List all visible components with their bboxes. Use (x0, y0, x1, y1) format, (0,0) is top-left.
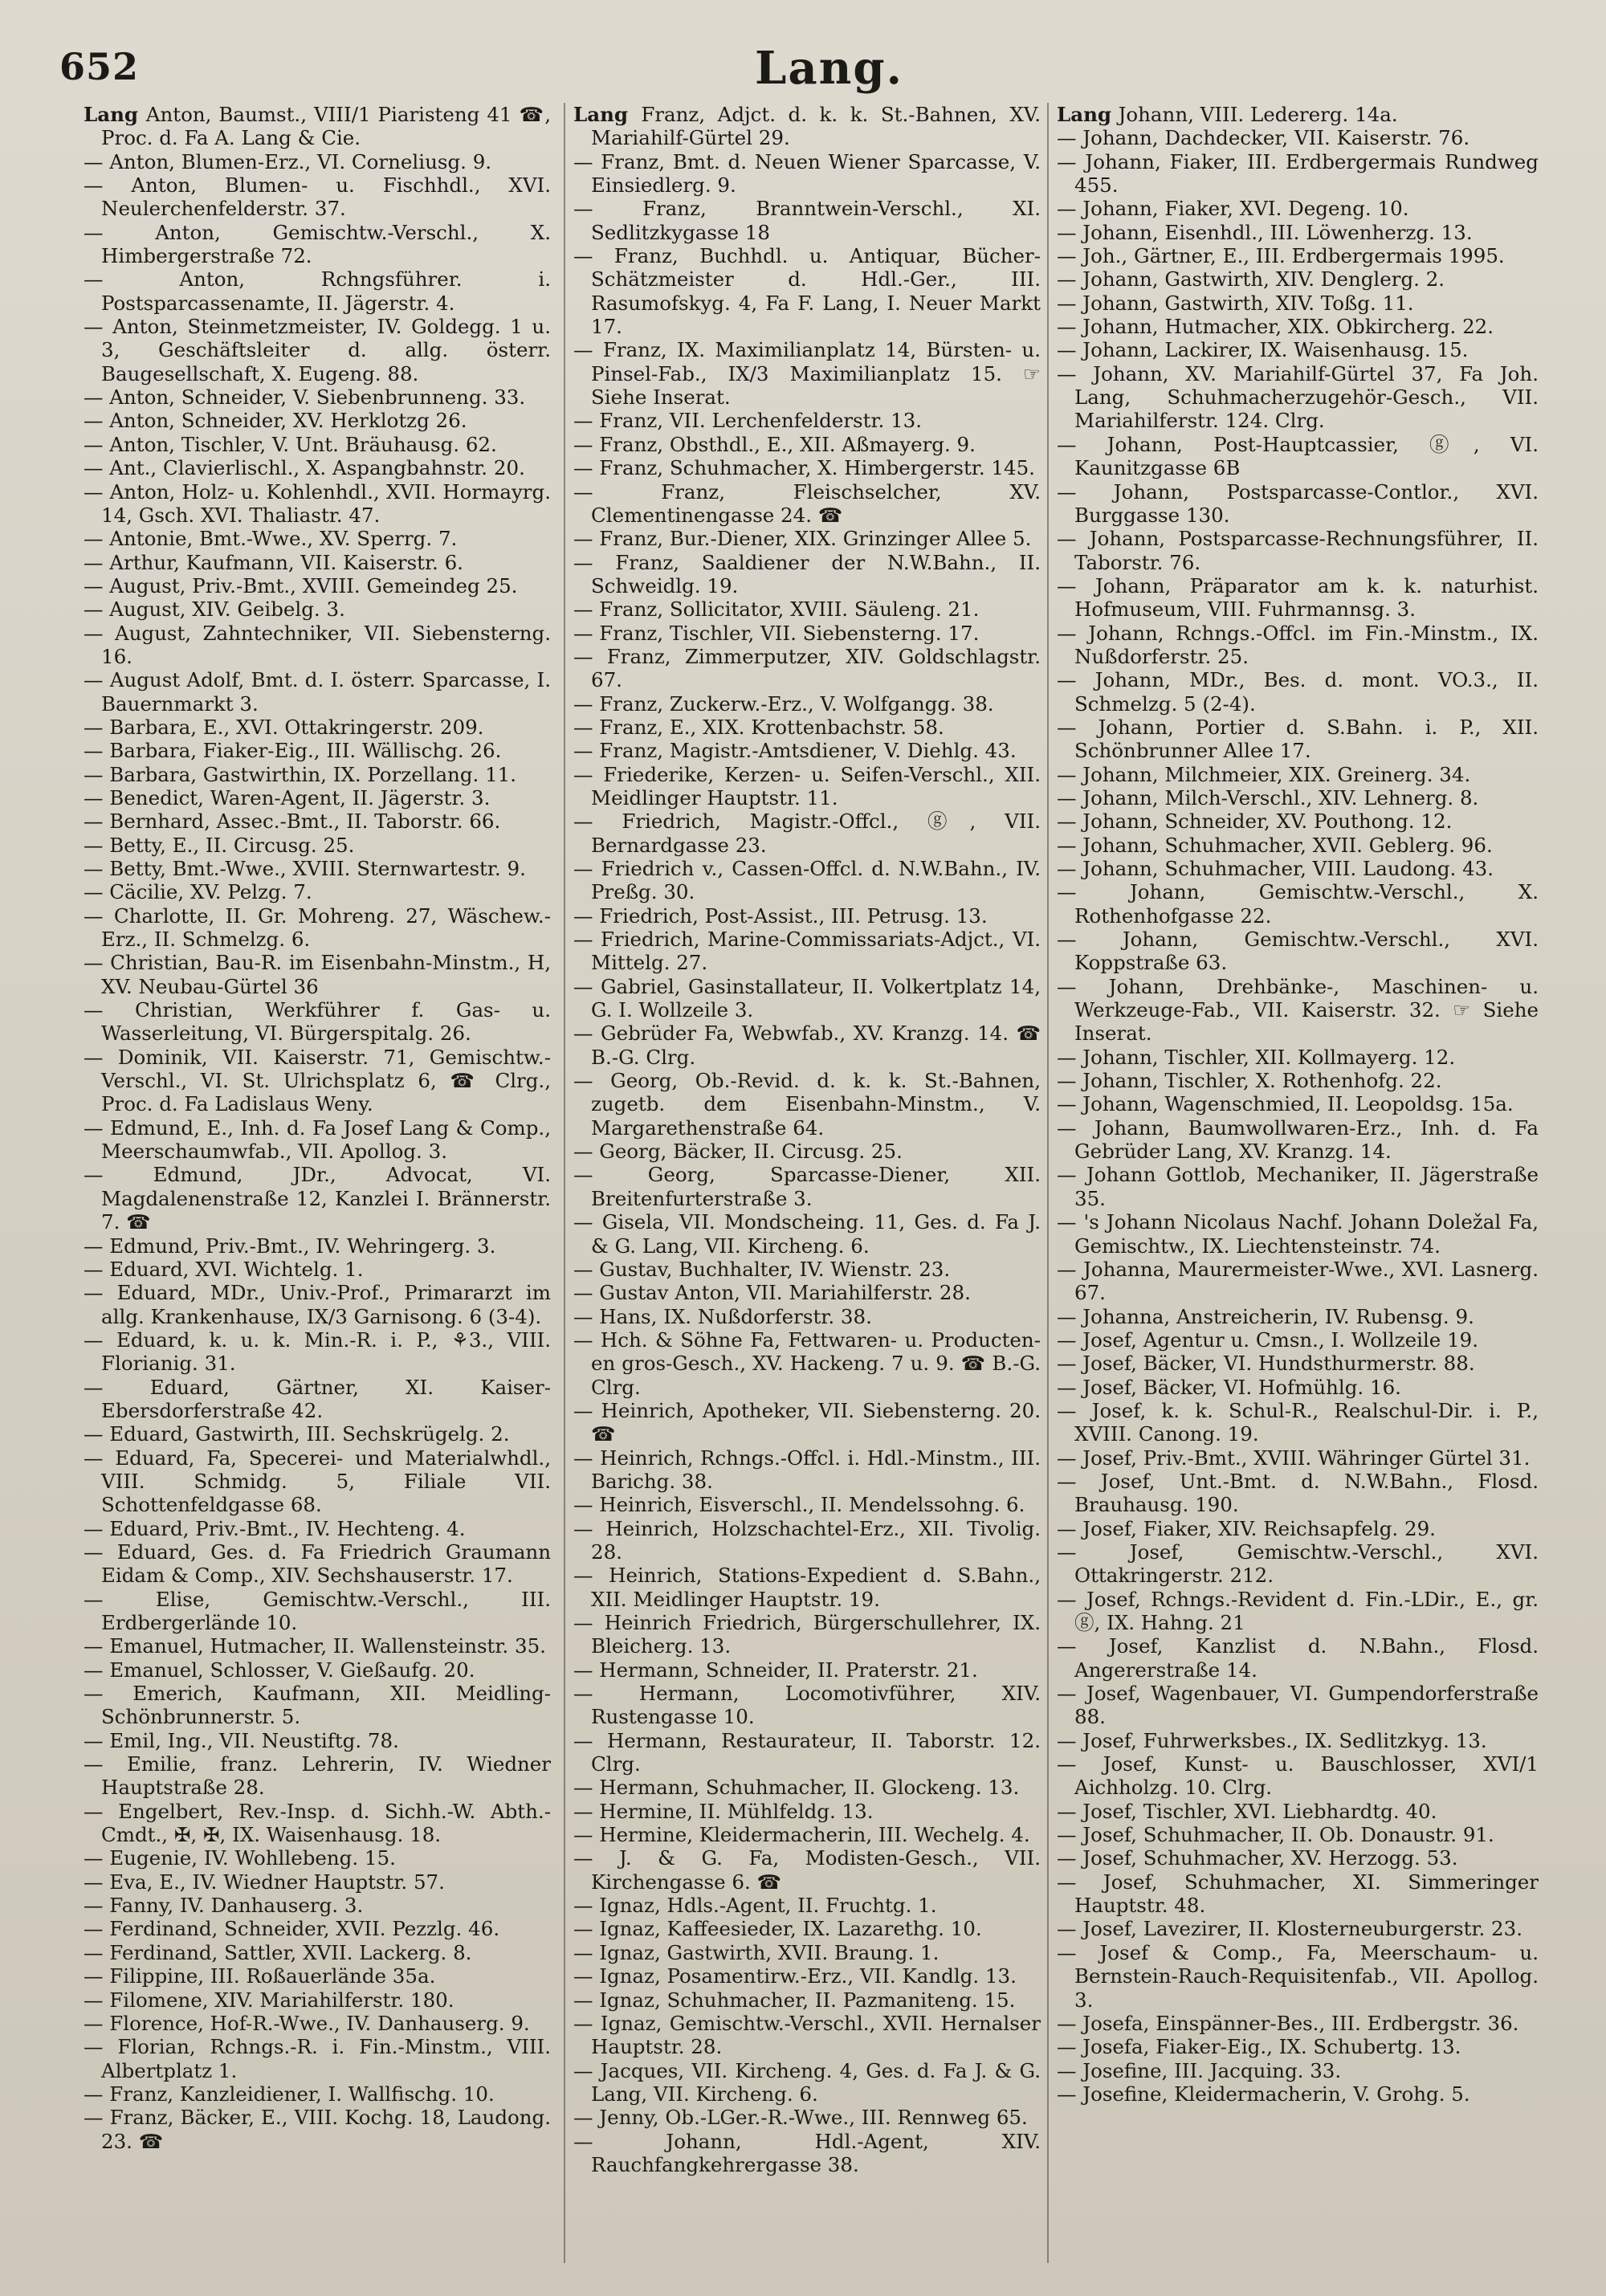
directory-entry: — Franz, Obsthdl., E., XII. Aßmayerg. 9. (573, 432, 976, 456)
directory-entry: — J. & G. Fa, Modisten-Gesch., VII. Kirchengasse 6. ☎ (573, 1846, 1041, 1894)
directory-entry: — Josef, Wagenbauer, VI. Gumpendorferstraße 88. (1057, 1682, 1539, 1729)
directory-entry: — Josef, Bäcker, VI. Hofmühlg. 16. (1057, 1375, 1401, 1399)
column-left (84, 103, 551, 2263)
directory-entry: — Johann, Präparator am k. k. naturhist. Hofmuseum, VIII. Fuhrmannsg. 3. (1057, 573, 1539, 622)
directory-entry: — Josef, Kanzlist d. N.Bahn., Flosd. Angererstraße 14. (1057, 1634, 1539, 1682)
directory-entry: — Johann, Drehbänke-, Maschinen- u. Werkzeuge-Fab., VII. Kaiserstr. 32. ☞ Siehe Inserat. (1057, 974, 1539, 1046)
directory-entry: — Eduard, Ges. d. Fa Friedrich Graumann Eidam & Comp., XIV. Sechshauserstr. 17. (84, 1540, 551, 1588)
directory-entry: — Johann, Dachdecker, VII. Kaiserstr. 76. (1057, 126, 1470, 150)
directory-entry: — Johann, Fiaker, III. Erdbergermais Rundweg 455. (1057, 149, 1539, 198)
directory-entry: — Hermine, II. Mühlfeldg. 13. (573, 1799, 874, 1823)
directory-entry: — Ignaz, Hdls.-Agent, II. Fruchtg. 1. (573, 1894, 937, 1918)
directory-entry: — Hermann, Schuhmacher, II. Glockeng. 13. (573, 1776, 1020, 1800)
directory-entry: — Johann, Milchmeier, XIX. Greinerg. 34. (1057, 762, 1471, 786)
directory-entry: — Franz, Bur.-Diener, XIX. Grinzinger Allee 5. (573, 527, 1032, 551)
directory-entry: — Franz, Kanzleidiener, I. Wallfischg. 10. (84, 2082, 495, 2106)
directory-entry: — Hans, IX. Nußdorferstr. 38. (573, 1304, 872, 1328)
directory-entry: — August, XIV. Geibelg. 3. (84, 597, 345, 622)
directory-entry: — Heinrich Friedrich, Bürgerschullehrer, IX. Bleicherg. 13. (573, 1611, 1041, 1658)
directory-entry: — Gebrüder Fa, Webwfab., XV. Kranzg. 14. ☎ B.-G. Clrg. (573, 1022, 1041, 1069)
directory-entry: — Anton, Schneider, XV. Herklotzg 26. (84, 409, 467, 433)
directory-entry: — Josef, Fiaker, XIV. Reichsapfelg. 29. (1057, 1516, 1436, 1540)
directory-entry: — Johann, Schneider, XV. Pouthong. 12. (1057, 810, 1453, 834)
directory-entry: — Jenny, Ob.-LGer.-R.-Wwe., III. Rennweg 65. (573, 2106, 1028, 2130)
directory-entry: — Franz, Fleischselcher, XV. Clementinengasse 24. ☎ (573, 479, 1041, 527)
directory-entry: — Dominik, VII. Kaiserstr. 71, Gemischtw.-Verschl., VI. St. Ulrichsplatz 6, ☎ Clrg., Proc. d. Fa Ladislaus Weny. (84, 1045, 551, 1116)
directory-entry: — Fanny, IV. Danhauserg. 3. (84, 1894, 364, 1918)
directory-entry: — Josef, Fuhrwerksbes., IX. Sedlitzkyg. 13. (1057, 1728, 1487, 1752)
column-divider (1047, 103, 1049, 2263)
column-right (1057, 103, 1539, 2263)
directory-entry: — Johann, Post-Hauptcassier, ⓖ, VI. Kaunitzgasse 6B (1057, 432, 1539, 480)
directory-entry: — Franz, Schuhmacher, X. Himbergerstr. 145. (573, 456, 1035, 480)
directory-entry: — August Adolf, Bmt. d. I. österr. Sparcasse, I. Bauernmarkt 3. (84, 668, 551, 716)
directory-entry: — Franz, Buchhdl. u. Antiquar, Bücher-Schätzmeister d. Hdl.-Ger., III. Rasumofskyg. 4, Fa F. Lang, I. Neuer Markt 17. (573, 244, 1041, 339)
directory-entry: — Josef, Tischler, XVI. Liebhardtg. 40. (1057, 1799, 1437, 1823)
directory-entry: — Josefa, Fiaker-Eig., IX. Schubertg. 13. (1057, 2035, 1461, 2059)
directory-entry: — Josef, Schuhmacher, XI. Simmeringer Hauptstr. 48. (1057, 1870, 1539, 1918)
directory-entry: — Gisela, VII. Mondscheing. 11, Ges. d. Fa J. & G. Lang, VII. Kircheng. 6. (573, 1210, 1041, 1258)
directory-entry: — Johann, Schuhmacher, XVII. Geblerg. 96. (1057, 833, 1493, 857)
directory-entry: — Gustav, Buchhalter, IV. Wienstr. 23. (573, 1257, 951, 1281)
directory-entry: — Anton, Schneider, V. Siebenbrunneng. 33. (84, 385, 526, 410)
surname-heading: Lang (1057, 103, 1119, 126)
directory-entry: — Edmund, E., Inh. d. Fa Josef Lang & Comp., Meerschaumwfab., VII. Apollog. 3. (84, 1115, 551, 1164)
directory-entry: — Johann, Fiaker, XVI. Degeng. 10. (1057, 197, 1409, 221)
directory-entry: — Friedrich v., Cassen-Offcl. d. N.W.Bahn., IV. Preßg. 30. (573, 857, 1041, 904)
directory-entry: — Eduard, Gastwirth, III. Sechskrügelg. 2. (84, 1422, 510, 1446)
directory-entry: — Josef, Agentur u. Cmsn., I. Wollzeile 19. (1057, 1327, 1479, 1352)
directory-entry: — Charlotte, II. Gr. Mohreng. 27, Wäschew.-Erz., II. Schmelzg. 6. (84, 903, 551, 952)
directory-entry: — Anton, Holz- u. Kohlenhdl., XVII. Hormayrg. 14, Gsch. XVI. Thaliastr. 47. (84, 479, 551, 527)
directory-entry: — Cäcilie, XV. Pelzg. 7. (84, 880, 312, 904)
directory-entry: — Eugenie, IV. Wohllebeng. 15. (84, 1846, 396, 1870)
directory-entry: — Anton, Steinmetzmeister, IV. Goldegg. 1 u. 3, Geschäftsleiter d. allg. österr. Baugesellschaft, X. Eugeng. 88. (84, 315, 551, 385)
directory-entry: — Franz, VII. Lerchenfelderstr. 13. (573, 409, 923, 433)
directory-entry: — Edmund, JDr., Advocat, VI. Magdalenenstraße 12, Kanzlei I. Brännerstr. 7. ☎ (84, 1163, 551, 1234)
directory-entry: — Friedrich, Post-Assist., III. Petrusg. 13. (573, 903, 988, 928)
directory-entry: — Johann, Hutmacher, XIX. Obkircherg. 22. (1057, 315, 1494, 339)
directory-entry: — Johann, Eisenhdl., III. Löwenherzg. 13. (1057, 220, 1473, 244)
directory-entry: — Franz, E., XIX. Krottenbachstr. 58. (573, 715, 944, 739)
surname-heading: Lang (573, 103, 642, 126)
column-middle (573, 103, 1041, 2263)
directory-entry: — Georg, Sparcasse-Diener, XII. Breitenfurterstraße 3. (573, 1163, 1041, 1210)
directory-entry: — Edmund, Priv.-Bmt., IV. Wehringerg. 3. (84, 1234, 496, 1258)
directory-entry: — Eduard, Fa, Specerei- und Materialwhdl., VIII. Schmidg. 5, Filiale VII. Schottenfeldgasse 68. (84, 1446, 551, 1517)
directory-entry: — Franz, Sollicitator, XVIII. Säuleng. 21. (573, 597, 980, 622)
directory-entry: — Georg, Ob.-Revid. d. k. k. St.-Bahnen, zugetb. dem Eisenbahn-Minstm., V. Margarethenstraße 64. (573, 1069, 1041, 1140)
directory-entry: — Heinrich, Stations-Expedient d. S.Bahn., XII. Meidlinger Hauptstr. 19. (573, 1564, 1041, 1611)
directory-entry: — Bernhard, Assec.-Bmt., II. Taborstr. 66. (84, 810, 501, 834)
directory-entry: — Josef, Bäcker, VI. Hundsthurmerstr. 88. (1057, 1352, 1475, 1376)
directory-entry: — Johann, Rchngs.-Offcl. im Fin.-Minstm., IX. Nußdorferstr. 25. (1057, 621, 1539, 668)
directory-entry: — Ant., Clavierlischl., X. Aspangbahnstr. 20. (84, 456, 525, 480)
directory-entry: — Johann, Schuhmacher, VIII. Laudong. 43. (1057, 857, 1494, 880)
directory-entry: — Barbara, E., XVI. Ottakringerstr. 209. (84, 715, 484, 739)
directory-entry: — Johann, Gemischtw.-Verschl., X. Rothenhofgasse 22. (1057, 880, 1539, 928)
running-head: Lang. (755, 42, 904, 95)
directory-entry: — August, Priv.-Bmt., XVIII. Gemeindeg 25. (84, 573, 518, 597)
directory-entry: — Benedict, Waren-Agent, II. Jägerstr. 3. (84, 785, 491, 810)
directory-entry: — Josef, Gemischtw.-Verschl., XVI. Ottakringerstr. 212. (1057, 1540, 1539, 1588)
directory-entry: — Betty, E., II. Circusg. 25. (84, 833, 355, 857)
directory-entry: — Johann, Hdl.-Agent, XIV. Rauchfangkehrergasse 38. (573, 2129, 1041, 2176)
column-divider (564, 103, 565, 2263)
directory-entry: — Franz, IX. Maximilianplatz 14, Bürsten- u. Pinsel-Fab., IX/3 Maximilianplatz 15. ☞ Siehe Inserat. (573, 338, 1041, 410)
directory-entry: — Emil, Ing., VII. Neustiftg. 78. (84, 1728, 399, 1752)
directory-entry: — Heinrich, Rchngs.-Offcl. i. Hdl.-Minstm., III. Barichg. 38. (573, 1446, 1041, 1493)
directory-entry: — Johanna, Anstreicherin, IV. Rubensg. 9. (1057, 1304, 1474, 1328)
directory-entry: Lang Johann, VIII. Ledererg. 14a. (1057, 103, 1398, 126)
directory-entry: — Barbara, Gastwirthin, IX. Porzellang. 11. (84, 762, 517, 786)
directory-entry: — Georg, Bäcker, II. Circusg. 25. (573, 1140, 903, 1164)
directory-entry: — Emerich, Kaufmann, XII. Meidling-Schönbrunnerstr. 5. (84, 1682, 551, 1729)
directory-entry: Lang Franz, Adjct. d. k. k. St.-Bahnen, XV. Mariahilf-Gürtel 29. (573, 103, 1041, 150)
directory-entry: — Franz, Bäcker, E., VIII. Kochg. 18, Laudong. 23. ☎ (84, 2106, 551, 2153)
directory-entry: — Emilie, franz. Lehrerin, IV. Wiedner Hauptstraße 28. (84, 1752, 551, 1800)
directory-entry: — Johann, XV. Mariahilf-Gürtel 37, Fa Joh. Lang, Schuhmacherzugehör-Gesch., VII. Mariahilferstr. 124. Clrg. (1057, 361, 1539, 433)
directory-entry: — Barbara, Fiaker-Eig., III. Wällischg. 26. (84, 739, 502, 763)
directory-entry: — Johann, Milch-Verschl., XIV. Lehnerg. 8. (1057, 785, 1479, 810)
directory-entry: — Filomene, XIV. Mariahilferstr. 180. (84, 1988, 454, 2012)
directory-entry: — Elise, Gemischtw.-Verschl., III. Erdbergerlände 10. (84, 1587, 551, 1634)
directory-entry: Lang Anton, Baumst., VIII/1 Piaristeng 41 ☎, Proc. d. Fa A. Lang & Cie. (84, 103, 551, 150)
directory-entry: — Florian, Rchngs.-R. i. Fin.-Minstm., VIII. Albertplatz 1. (84, 2035, 551, 2082)
directory-entry: — Johann, Postsparcasse-Rechnungsführer, II. Taborstr. 76. (1057, 527, 1539, 574)
directory-entry: — Josef, Priv.-Bmt., XVIII. Währinger Gürtel 31. (1057, 1446, 1531, 1470)
directory-entry: — Josef, Schuhmacher, XV. Herzogg. 53. (1057, 1846, 1458, 1870)
directory-entry: — Filippine, III. Roßauerlände 35a. (84, 1964, 436, 1988)
directory-entry: — Anton, Blumen- u. Fischhdl., XVI. Neulerchenfelderstr. 37. (84, 173, 551, 221)
directory-entry: — Josef, k. k. Schul-R., Realschul-Dir. i. P., XVIII. Canong. 19. (1057, 1398, 1539, 1446)
directory-entry: — Friedrich, Magistr.-Offcl., ⓖ, VII. Bernardgasse 23. (573, 810, 1041, 857)
directory-entry: — Johann, Portier d. S.Bahn. i. P., XII. Schönbrunner Allee 17. (1057, 715, 1539, 763)
directory-entry: — Anton, Tischler, V. Unt. Bräuhausg. 62. (84, 432, 497, 456)
directory-entry: — Heinrich, Eisverschl., II. Mendelssohng. 6. (573, 1493, 1025, 1517)
directory-entry: — Josef, Lavezirer, II. Klosterneuburgerstr. 23. (1057, 1917, 1523, 1941)
directory-entry: — Eduard, Priv.-Bmt., IV. Hechteng. 4. (84, 1516, 466, 1540)
directory-entry: — Florence, Hof-R.-Wwe., IV. Danhauserg. 9. (84, 2011, 530, 2035)
directory-entry: — Heinrich, Holzschachtel-Erz., XII. Tivolig. 28. (573, 1516, 1041, 1564)
directory-entry: — Johann, Baumwollwaren-Erz., Inh. d. Fa Gebrüder Lang, XV. Kranzg. 14. (1057, 1115, 1539, 1164)
directory-entry: — Franz, Tischler, VII. Siebensterng. 17. (573, 621, 980, 645)
directory-entry: — Anton, Blumen-Erz., VI. Corneliusg. 9. (84, 149, 492, 173)
directory-entry: — Christian, Bau-R. im Eisenbahn-Minstm., H, XV. Neubau-Gürtel 36 (84, 951, 551, 998)
directory-entry: — Johann, Gemischtw.-Verschl., XVI. Koppstraße 63. (1057, 928, 1539, 975)
directory-entry: — Josefa, Einspänner-Bes., III. Erdbergstr. 36. (1057, 2011, 1519, 2035)
directory-entry: — Johann, Gastwirth, XIV. Denglerg. 2. (1057, 267, 1445, 292)
directory-entry: — Josefine, III. Jacquing. 33. (1057, 2058, 1342, 2082)
directory-entry: — Hermann, Restaurateur, II. Taborstr. 12. Clrg. (573, 1728, 1041, 1776)
directory-entry: — Gabriel, Gasinstallateur, II. Volkertplatz 14, G. I. Wollzeile 3. (573, 974, 1041, 1022)
directory-entry: — Johann, Lackirer, IX. Waisenhausg. 15. (1057, 338, 1469, 362)
directory-entry: — Anton, Gemischtw.-Verschl., X. Himbergerstraße 72. (84, 220, 551, 268)
directory-entry: — Johann, Tischler, X. Rothenhofg. 22. (1057, 1069, 1442, 1093)
directory-entry: — Friedrich, Marine-Commissariats-Adjct., VI. Mittelg. 27. (573, 928, 1041, 975)
directory-entry: — Johann Gottlob, Mechaniker, II. Jägerstraße 35. (1057, 1163, 1539, 1210)
surname-heading: Lang (84, 103, 146, 126)
directory-entry: — Franz, Magistr.-Amtsdiener, V. Diehlg. 43. (573, 739, 1017, 763)
directory-entry: — Friederike, Kerzen- u. Seifen-Verschl., XII. Meidlinger Hauptstr. 11. (573, 762, 1041, 810)
directory-entry: — Johann, Gastwirth, XIV. Toßg. 11. (1057, 291, 1414, 315)
directory-entry: — Josefine, Kleidermacherin, V. Grohg. 5. (1057, 2082, 1470, 2106)
directory-entry: — Heinrich, Apotheker, VII. Siebensterng. 20. ☎ (573, 1398, 1041, 1446)
directory-entry: — Ferdinand, Sattler, XVII. Lackerg. 8. (84, 1940, 472, 1964)
directory-entry: — Eduard, MDr., Univ.-Prof., Primararzt im allg. Krankenhause, IX/3 Garnisong. 6 (3-4). (84, 1281, 551, 1328)
page-number: 652 (59, 45, 140, 88)
directory-entry: — Ignaz, Gastwirth, XVII. Braung. 1. (573, 1940, 940, 1964)
directory-entry: — Franz, Zimmerputzer, XIV. Goldschlagstr. 67. (573, 644, 1041, 692)
directory-entry: — Franz, Zuckerw.-Erz., V. Wolfgangg. 38. (573, 691, 994, 716)
directory-entry: — Engelbert, Rev.-Insp. d. Sichh.-W. Abth.-Cmdt., ✠, ✠, IX. Waisenhausg. 18. (84, 1799, 551, 1847)
directory-entry: — August, Zahntechniker, VII. Siebensterng. 16. (84, 621, 551, 668)
directory-entry: — Ignaz, Posamentirw.-Erz., VII. Kandlg. 13. (573, 1964, 1017, 1988)
directory-entry: — Christian, Werkführer f. Gas- u. Wasserleitung, VI. Bürgerspitalg. 26. (84, 998, 551, 1046)
directory-entry: — Ignaz, Gemischtw.-Verschl., XVII. Hernalser Hauptstr. 28. (573, 2011, 1041, 2059)
directory-entry: — Josef, Schuhmacher, II. Ob. Donaustr. 91. (1057, 1823, 1494, 1847)
directory-entry: — Johann, Postsparcasse-Contlor., XVI. Burggasse 130. (1057, 479, 1539, 527)
directory-entry: — Ignaz, Schuhmacher, II. Pazmaniteng. 15. (573, 1988, 1016, 2012)
directory-entry: — Anton, Rchngsführer. i. Postsparcassenamte, II. Jägerstr. 4. (84, 267, 551, 315)
directory-entry: — Josef, Rchngs.-Revident d. Fin.-LDir., E., gr. ⓖ, IX. Hahng. 21 (1057, 1587, 1539, 1634)
directory-entry: — Franz, Branntwein-Verschl., XI. Sedlitzkygasse 18 (573, 197, 1041, 244)
directory-entry: — Franz, Bmt. d. Neuen Wiener Sparcasse, V. Einsiedlerg. 9. (573, 149, 1041, 198)
directory-entry: — Gustav Anton, VII. Mariahilferstr. 28. (573, 1281, 971, 1305)
directory-entry: — Eduard, k. u. k. Min.-R. i. P., ⚘3., VIII. Florianig. 31. (84, 1327, 551, 1376)
directory-entry: — Antonie, Bmt.-Wwe., XV. Sperrg. 7. (84, 527, 458, 551)
directory-entry: — Jacques, VII. Kircheng. 4, Ges. d. Fa J. & G. Lang, VII. Kircheng. 6. (573, 2058, 1041, 2106)
directory-entry: — Johann, Tischler, XII. Kollmayerg. 12. (1057, 1045, 1456, 1069)
directory-entry: — Johann, MDr., Bes. d. mont. VO.3., II. Schmelzg. 5 (2-4). (1057, 668, 1539, 716)
directory-entry: — Hch. & Söhne Fa, Fettwaren- u. Producten-en gros-Gesch., XV. Hackeng. 7 u. 9. ☎ B.-G. Clrg. (573, 1327, 1041, 1399)
directory-entry: — Johanna, Maurermeister-Wwe., XVI. Lasnerg. 67. (1057, 1257, 1539, 1305)
directory-entry: — Arthur, Kaufmann, VII. Kaiserstr. 6. (84, 550, 463, 574)
directory-entry: — Betty, Bmt.-Wwe., XVIII. Sternwartestr. 9. (84, 857, 526, 880)
directory-entry: — Hermann, Schneider, II. Praterstr. 21. (573, 1658, 978, 1682)
directory-entry: — Johann, Wagenschmied, II. Leopoldsg. 15a. (1057, 1092, 1514, 1116)
directory-entry: — Ignaz, Kaffeesieder, IX. Lazarethg. 10. (573, 1917, 982, 1941)
directory-entry: — Hermine, Kleidermacherin, III. Wechelg. 4. (573, 1823, 1030, 1847)
directory-entry: — Josef & Comp., Fa, Meerschaum- u. Bernstein-Rauch-Requisitenfab., VII. Apollog. 3. (1057, 1940, 1539, 2012)
directory-entry: — Joh., Gärtner, E., III. Erdbergermais 1995. (1057, 244, 1505, 268)
directory-entry: — 's Johann Nicolaus Nachf. Johann Doležal Fa, Gemischtw., IX. Liechtensteinstr. 74. (1057, 1210, 1539, 1258)
directory-entry: — Eduard, XVI. Wichtelg. 1. (84, 1257, 364, 1281)
directory-entry: — Eduard, Gärtner, XI. Kaiser-Ebersdorferstraße 42. (84, 1375, 551, 1422)
directory-entry: — Ferdinand, Schneider, XVII. Pezzlg. 46. (84, 1917, 500, 1941)
directory-entry: — Josef, Unt.-Bmt. d. N.W.Bahn., Flosd. Brauhausg. 190. (1057, 1469, 1539, 1517)
directory-entry: — Franz, Saaldiener der N.W.Bahn., II. Schweidlg. 19. (573, 550, 1041, 597)
directory-entry: — Eva, E., IV. Wiedner Hauptstr. 57. (84, 1870, 445, 1894)
directory-entry: — Josef, Kunst- u. Bauschlosser, XVI/1 Aichholzg. 10. Clrg. (1057, 1752, 1539, 1800)
directory-entry: — Emanuel, Schlosser, V. Gießaufg. 20. (84, 1658, 475, 1682)
directory-entry: — Hermann, Locomotivführer, XIV. Rustengasse 10. (573, 1682, 1041, 1729)
directory-entry: — Emanuel, Hutmacher, II. Wallensteinstr. 35. (84, 1634, 546, 1658)
